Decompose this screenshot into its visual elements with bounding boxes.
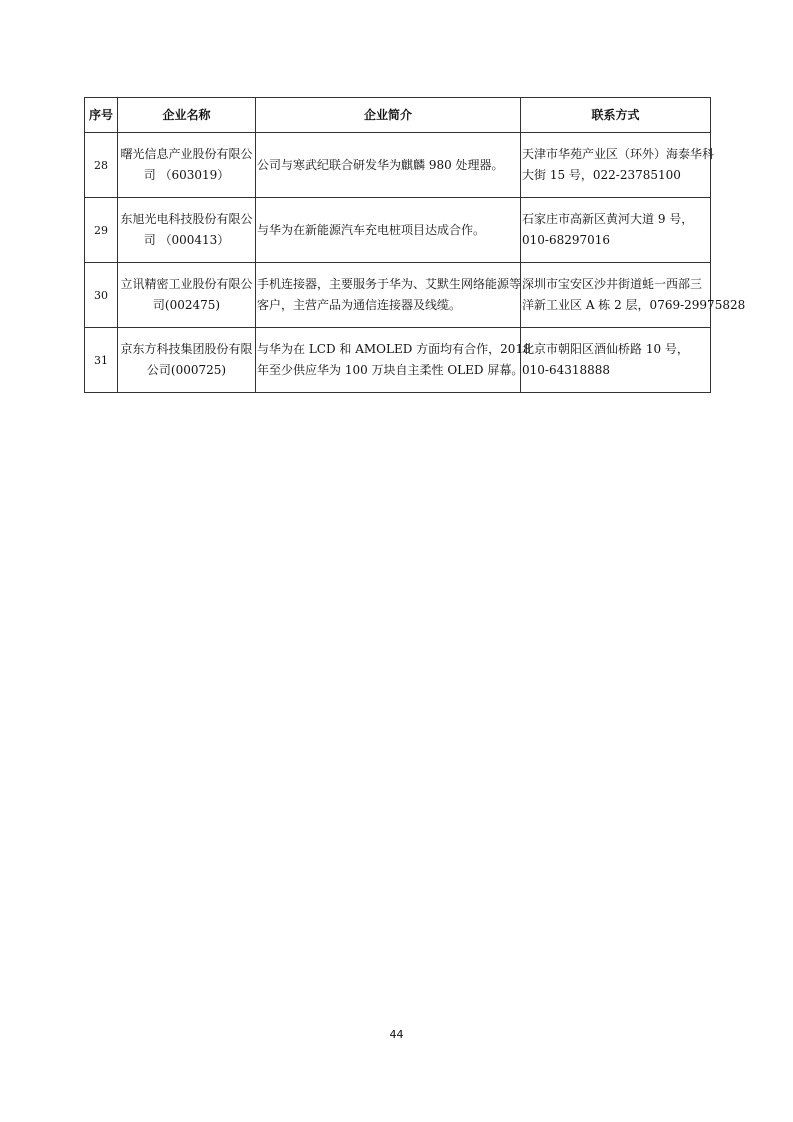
company-contact	[521, 133, 715, 198]
company-name-line: 曙光信息产业股份有限公	[120, 147, 253, 161]
table-row	[85, 263, 711, 328]
row-number: 31	[85, 328, 118, 393]
row-number: 30	[85, 263, 118, 328]
company-contact-line: 大街 15 号，022-23785100	[522, 168, 681, 182]
company-contact-line: 010-68297016	[522, 233, 611, 247]
company-table-container	[84, 97, 746, 393]
company-contact-line: 深圳市宝安区沙井街道蚝一西部三	[522, 277, 703, 291]
company-table	[84, 97, 746, 393]
company-name-line: 司 （603019）	[143, 168, 230, 182]
company-contact-line: 天津市华苑产业区（环外）海泰华科	[522, 147, 715, 161]
company-intro-line: 与华为在 LCD 和 AMOLED 方面均有合作，2018	[257, 342, 531, 356]
header-company-name: 企业名称	[118, 98, 256, 133]
header-serial-number: 序号	[85, 98, 118, 133]
company-contact-line: 北京市朝阳区酒仙桥路 10 号，	[522, 342, 689, 356]
company-name-line: 司(002475)	[152, 298, 221, 312]
page-number: 44	[389, 1028, 404, 1041]
row-number: 28	[85, 133, 118, 198]
company-contact	[521, 198, 711, 263]
company-name	[118, 263, 256, 328]
table-header-row	[85, 98, 711, 133]
company-contact	[521, 263, 746, 328]
company-name-line: 立讯精密工业股份有限公	[120, 277, 253, 291]
company-intro	[256, 263, 521, 328]
company-intro-line: 与华为在新能源汽车充电桩项目达成合作。	[257, 222, 486, 237]
company-contact-line: 洋新工业区 A 栋 2 层，0769-29975828	[522, 298, 746, 312]
company-intro	[256, 198, 521, 263]
table-row	[85, 133, 711, 198]
row-number: 29	[85, 198, 118, 263]
company-intro	[256, 328, 531, 393]
table-row	[85, 328, 711, 393]
company-contact	[521, 328, 711, 393]
table-row	[85, 198, 711, 263]
company-name-line: 京东方科技集团股份有限	[120, 342, 253, 356]
company-contact-line: 石家庄市高新区黄河大道 9 号，	[522, 212, 694, 226]
header-company-intro: 企业简介	[256, 98, 521, 133]
company-intro-line: 年至少供应华为 100 万块自主柔性 OLED 屏幕。	[257, 363, 524, 377]
company-name	[118, 328, 256, 393]
company-name	[118, 133, 256, 198]
company-intro-line: 公司与寒武纪联合研发华为麒麟 980 处理器。	[257, 157, 504, 172]
header-contact: 联系方式	[521, 98, 711, 133]
company-contact-line: 010-64318888	[522, 363, 611, 377]
company-name-line: 司 （000413）	[143, 233, 230, 247]
company-intro-line: 客户，主营产品为通信连接器及线缆。	[257, 298, 462, 312]
company-name-line: 公司(000725)	[146, 363, 227, 377]
company-intro	[256, 133, 521, 198]
company-intro-line: 手机连接器，主要服务于华为、艾默生网络能源等	[257, 277, 522, 291]
company-name-line: 东旭光电科技股份有限公	[120, 212, 253, 226]
company-name	[118, 198, 256, 263]
